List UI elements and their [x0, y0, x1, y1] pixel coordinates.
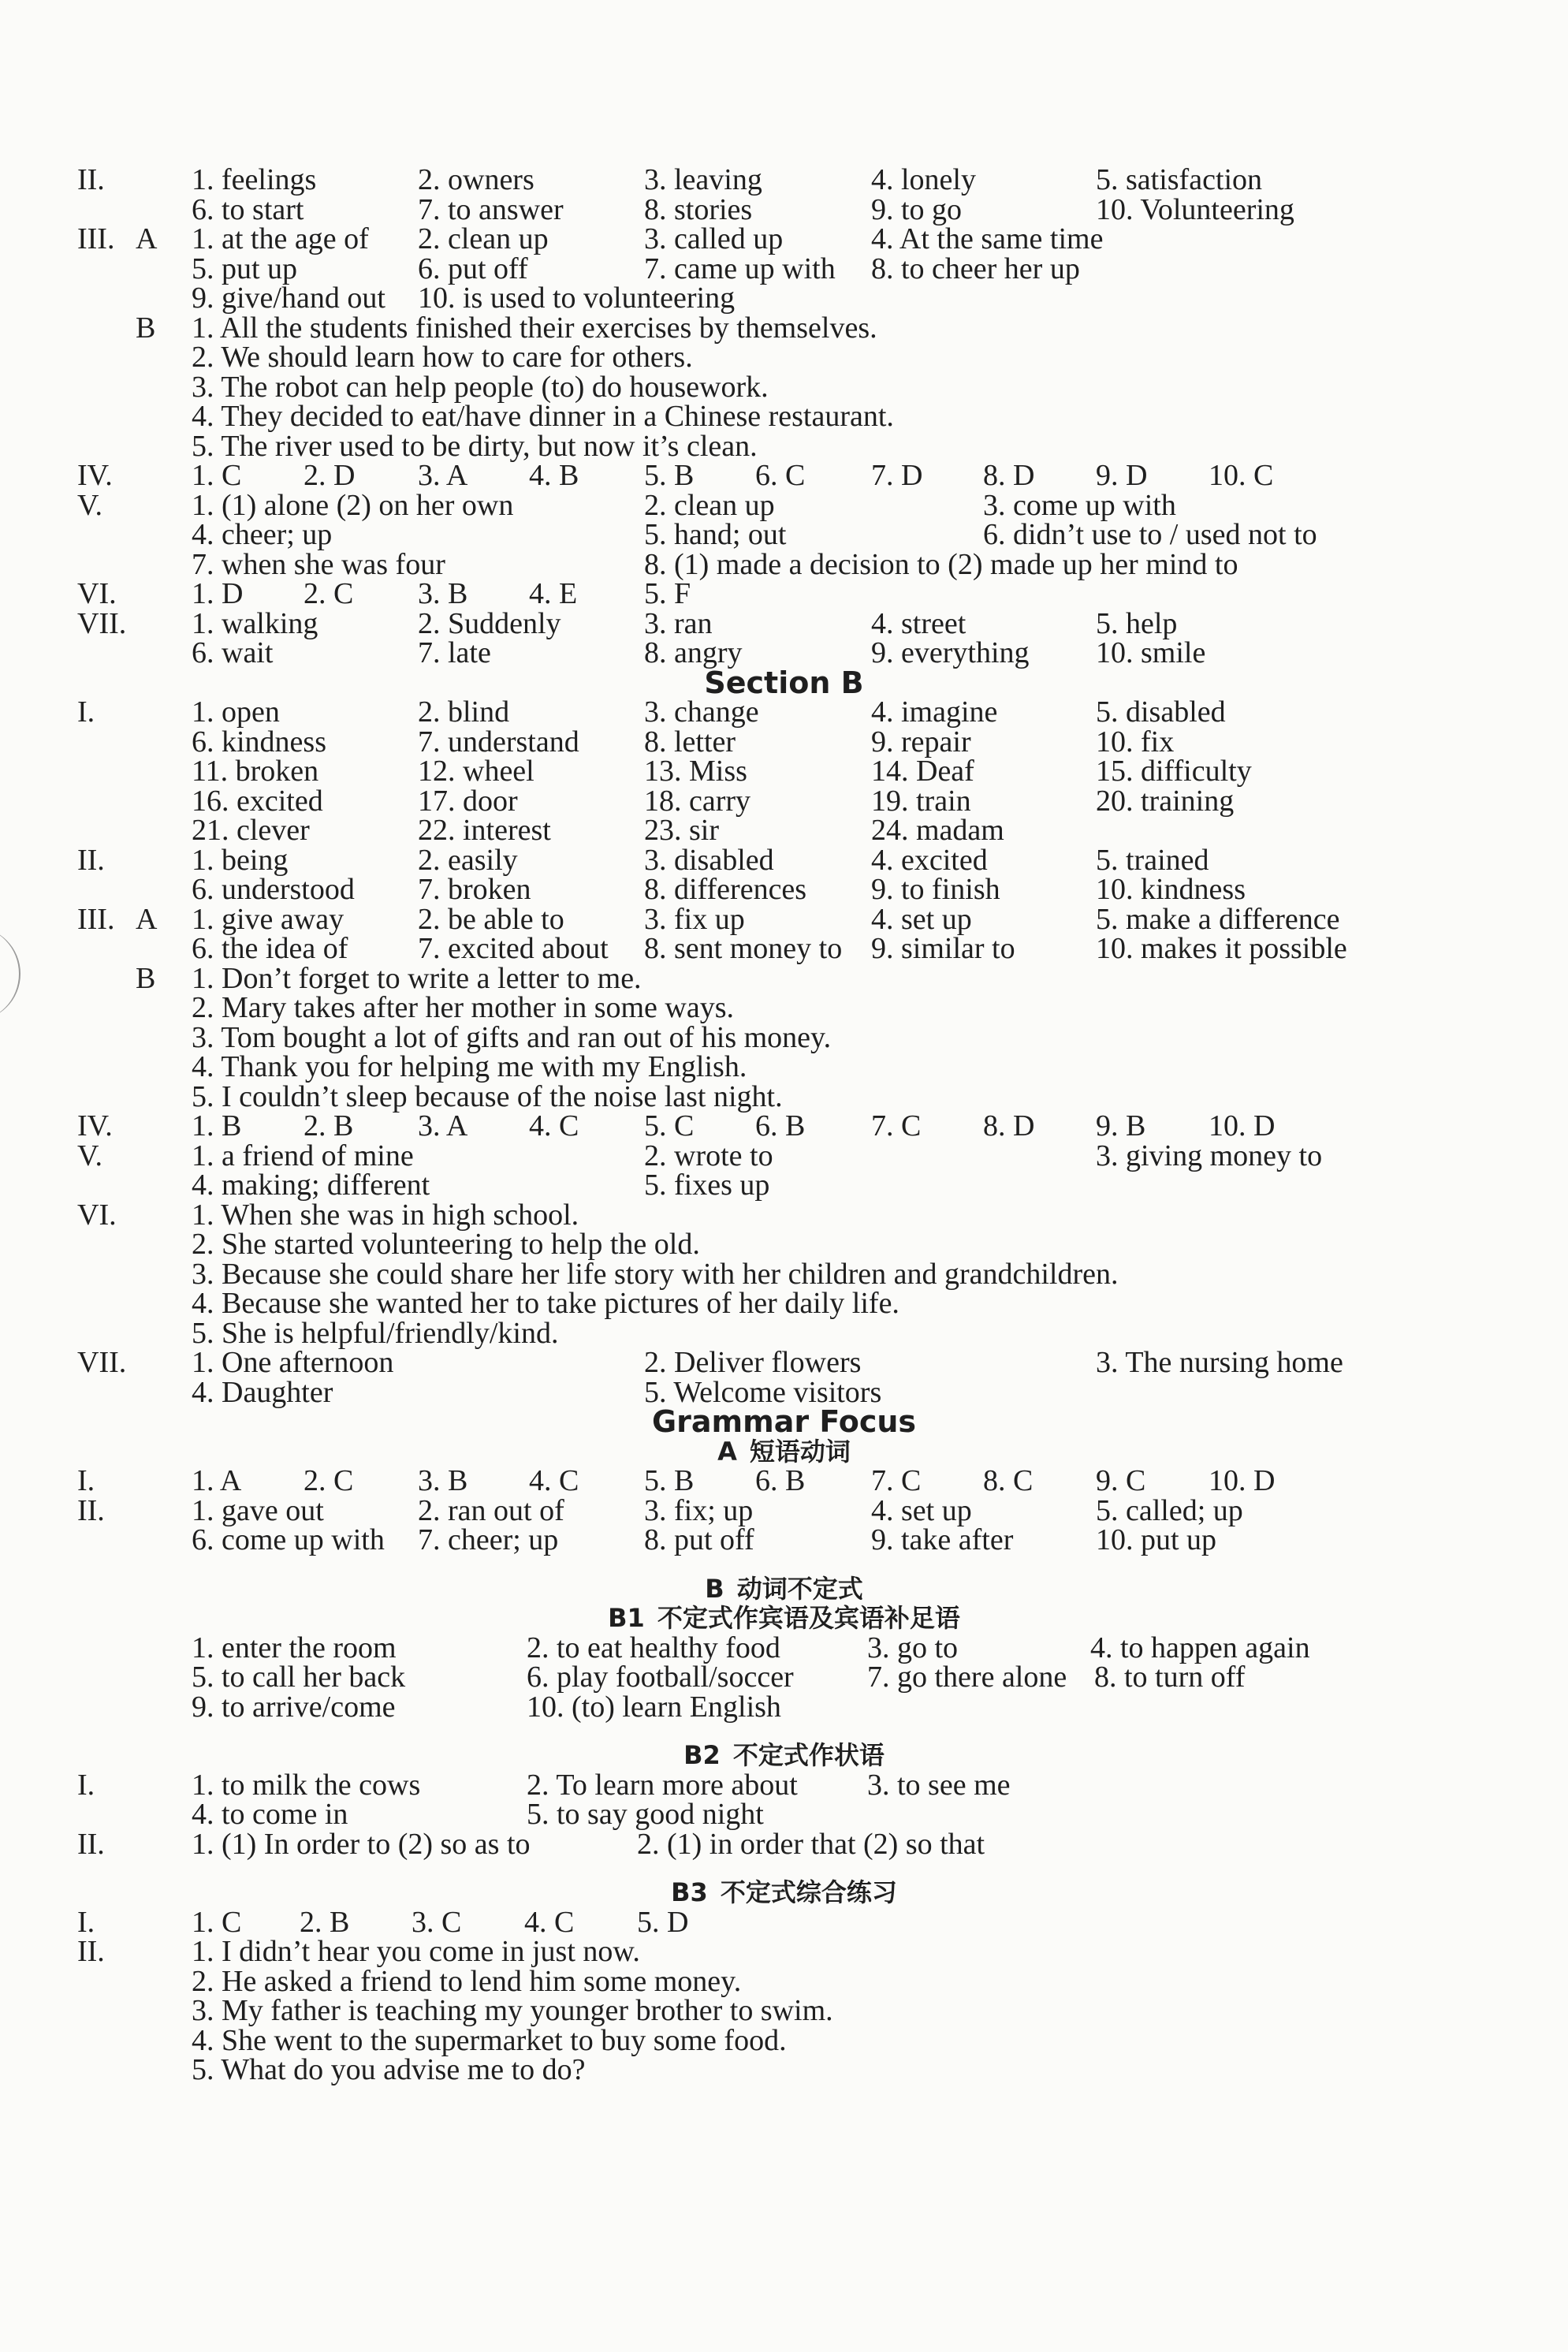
answer-item: 3. disabled	[644, 843, 774, 877]
answer-item: 4. Because she wanted her to take pictures of her daily life.	[192, 1287, 899, 1320]
answer-item: 8. differences	[644, 873, 807, 906]
answer-item: 10. (to) learn English	[527, 1690, 781, 1724]
answer-row	[0, 1631, 1568, 1664]
answer-key-content	[0, 163, 1568, 2086]
answer-item: 5. hand; out	[644, 518, 787, 551]
answer-item: 6. didn’t use to / used not to	[983, 518, 1317, 551]
answer-item: 1. open	[192, 695, 280, 729]
answer-row	[0, 222, 1568, 255]
answer-item: 13. Miss	[644, 755, 747, 788]
answer-item: 1. gave out	[192, 1493, 324, 1527]
answer-row	[0, 343, 1568, 373]
answer-row	[0, 1768, 1568, 1802]
answer-row	[0, 1257, 1568, 1291]
answer-row	[0, 961, 1568, 995]
section-heading	[0, 1604, 1568, 1634]
answer-item: 3. My father is teaching my younger brother to swim.	[192, 1994, 833, 2027]
section-heading-label: B2	[683, 1740, 721, 1770]
answer-item: 1. being	[192, 843, 289, 877]
answer-row	[0, 1937, 1568, 1967]
answer-item: 1. D	[192, 577, 244, 610]
answer-item: 10. put up	[1096, 1523, 1217, 1556]
exercise-part-label: A	[136, 902, 158, 936]
answer-item: 7. understand	[418, 725, 579, 759]
answer-item: 9. take after	[871, 1523, 1014, 1556]
answer-item: 4. to come in	[192, 1798, 348, 1831]
answer-item: 2. B	[304, 1109, 354, 1142]
exercise-number: VI.	[77, 577, 117, 610]
answer-row	[0, 784, 1568, 818]
answer-item: 2. easily	[418, 843, 518, 877]
answer-item: 19. train	[871, 784, 971, 818]
answer-item: 3. A	[418, 459, 468, 492]
answer-row	[0, 1800, 1568, 1830]
answer-item: 5. The river used to be dirty, but now it’s clean.	[192, 429, 758, 463]
exercise-number: I.	[77, 1905, 95, 1939]
answer-item: 5. called; up	[1096, 1493, 1243, 1527]
answer-item: 5. What do you advise me to do?	[192, 2053, 586, 2086]
answer-item: 2. wrote to	[644, 1139, 773, 1172]
answer-item: 8. (1) made a decision to (2) made up her mind to	[644, 547, 1238, 581]
answer-item: 3. B	[418, 577, 468, 610]
answer-row	[0, 1198, 1568, 1232]
answer-item: 4. to happen again	[1090, 1631, 1310, 1664]
answer-row	[0, 1827, 1568, 1861]
answer-item: 1. a friend of mine	[192, 1139, 414, 1172]
answer-item: 2. Deliver flowers	[644, 1346, 862, 1379]
answer-row	[0, 816, 1568, 846]
section-heading-text: 不定式作宾语及宾语补足语	[657, 1603, 960, 1633]
answer-row	[0, 1020, 1568, 1054]
answer-item: 16. excited	[192, 784, 323, 818]
answer-item: 9. similar to	[871, 932, 1015, 965]
answer-item: 1. (1) alone (2) on her own	[192, 488, 514, 522]
answer-item: 10. fix	[1096, 725, 1175, 759]
answer-item: 4. B	[529, 459, 579, 492]
answer-item: 7. C	[871, 1464, 922, 1497]
answer-row	[0, 429, 1568, 463]
answer-item: 10. is used to volunteering	[418, 281, 736, 315]
answer-item: 4. making; different	[192, 1169, 430, 1202]
answer-row	[0, 1050, 1568, 1083]
answer-item: 3. The robot can help people (to) do housework.	[192, 370, 769, 404]
exercise-number: V.	[77, 1139, 103, 1172]
section-heading-label: B1	[608, 1603, 645, 1633]
answer-item: 8. to turn off	[1094, 1661, 1246, 1694]
answer-row	[0, 1690, 1568, 1724]
answer-item: 7. came up with	[644, 252, 836, 285]
exercise-part-label: B	[136, 311, 156, 345]
exercise-number: VII.	[77, 606, 127, 640]
answer-item: 1. C	[192, 1905, 242, 1939]
answer-item: 5. fixes up	[644, 1169, 770, 1202]
answer-item: 2. Suddenly	[418, 606, 561, 640]
answer-row	[0, 695, 1568, 729]
answer-item: 4. Daughter	[192, 1375, 333, 1409]
answer-item: 7. late	[418, 636, 491, 669]
answer-item: 5. to say good night	[527, 1798, 764, 1831]
answer-item: 5. F	[644, 577, 691, 610]
answer-row	[0, 1289, 1568, 1319]
answer-item: 6. kindness	[192, 725, 326, 759]
answer-item: 3. B	[418, 1464, 468, 1497]
answer-item: 9. C	[1096, 1464, 1146, 1497]
answer-item: 4. lonely	[871, 163, 976, 196]
answer-item: 3. Because she could share her life story with her children and grandchildren.	[192, 1257, 1119, 1291]
answer-item: 4. C	[524, 1905, 575, 1939]
answer-item: 4. cheer; up	[192, 518, 333, 551]
answer-item: 10. C	[1209, 459, 1274, 492]
section-spacer	[0, 1859, 1568, 1878]
answer-row	[0, 757, 1568, 787]
answer-item: 5. B	[644, 459, 695, 492]
answer-item: 1. One afternoon	[192, 1346, 394, 1379]
answer-item: 7. when she was four	[192, 547, 445, 581]
answer-row	[0, 725, 1568, 759]
answer-item: 7. C	[871, 1109, 922, 1142]
answer-row	[0, 370, 1568, 404]
answer-item: 10. smile	[1096, 636, 1206, 669]
answer-row	[0, 1663, 1568, 1693]
answer-item: 4. She went to the supermarket to buy some food.	[192, 2023, 787, 2057]
answer-item: 5. She is helpful/friendly/kind.	[192, 1316, 559, 1350]
answer-item: 1. All the students finished their exercises by themselves.	[192, 311, 877, 345]
answer-item: 10. makes it possible	[1096, 932, 1347, 965]
answer-item: 9. give/hand out	[192, 281, 385, 315]
answer-item: 1. enter the room	[192, 1631, 397, 1664]
answer-item: 2. C	[304, 577, 354, 610]
answer-item: 3. to see me	[867, 1768, 1011, 1802]
answer-row	[0, 1316, 1568, 1350]
section-heading-label: A	[717, 1436, 737, 1467]
answer-item: 20. training	[1096, 784, 1235, 818]
exercise-number: III.	[77, 222, 115, 255]
section-heading	[0, 665, 1568, 700]
answer-item: 8. letter	[644, 725, 736, 759]
answer-item: 4. excited	[871, 843, 988, 877]
answer-item: 14. Deaf	[871, 755, 974, 788]
answer-item: 4. They decided to eat/have dinner in a Chinese restaurant.	[192, 400, 894, 433]
answer-item: 2. C	[304, 1464, 354, 1497]
section-heading-text: 不定式综合练习	[720, 1877, 897, 1907]
answer-item: 15. difficulty	[1096, 755, 1252, 788]
answer-item: 2. clean up	[644, 488, 775, 522]
answer-item: 9. B	[1096, 1109, 1146, 1142]
answer-item: 1. feelings	[192, 163, 317, 196]
exercise-part-label: A	[136, 222, 158, 255]
answer-item: 21. clever	[192, 814, 310, 847]
answer-item: 5. I couldn’t sleep because of the noise last night.	[192, 1079, 783, 1113]
answer-item: 7. D	[871, 459, 923, 492]
answer-item: 2. blind	[418, 695, 510, 729]
answer-item: 3. fix; up	[644, 1493, 754, 1527]
answer-item: 2. to eat healthy food	[527, 1631, 780, 1664]
answer-item: 6. understood	[192, 873, 355, 906]
answer-item: 6. C	[755, 459, 806, 492]
answer-item: 5. to call her back	[192, 1661, 406, 1694]
answer-row	[0, 1171, 1568, 1201]
answer-item: 2. be able to	[418, 902, 564, 936]
answer-row	[0, 488, 1568, 522]
answer-item: 17. door	[418, 784, 518, 818]
answer-item: 5. B	[644, 1464, 695, 1497]
answer-item: 4. At the same time	[871, 222, 1104, 255]
answer-row	[0, 993, 1568, 1023]
answer-item: 4. imagine	[871, 695, 998, 729]
answer-item: 9. repair	[871, 725, 971, 759]
exercise-number: II.	[77, 1493, 105, 1527]
answer-item: 11. broken	[192, 755, 319, 788]
answer-item: 3. leaving	[644, 163, 762, 196]
section-heading	[0, 1437, 1568, 1467]
answer-row	[0, 934, 1568, 964]
answer-item: 1. walking	[192, 606, 318, 640]
answer-item: 9. D	[1096, 459, 1148, 492]
section-heading	[0, 1404, 1568, 1439]
answer-item: 1. give away	[192, 902, 345, 936]
section-heading	[0, 1878, 1568, 1908]
answer-item: 8. C	[983, 1464, 1034, 1497]
answer-item: 1. Don’t forget to write a letter to me.	[192, 961, 642, 995]
answer-row	[0, 1375, 1568, 1409]
answer-item: 4. set up	[871, 902, 972, 936]
answer-item: 1. A	[192, 1464, 242, 1497]
answer-row	[0, 252, 1568, 285]
answer-item: 1. I didn’t hear you come in just now.	[192, 1935, 640, 1968]
answer-item: 6. come up with	[192, 1523, 385, 1556]
answer-item: 8. D	[983, 1109, 1035, 1142]
answer-row	[0, 577, 1568, 610]
answer-item: 5. trained	[1096, 843, 1209, 877]
answer-item: 1. When she was in high school.	[192, 1198, 579, 1232]
exercise-number: IV.	[77, 459, 113, 492]
answer-item: 3. come up with	[983, 488, 1176, 522]
answer-row	[0, 402, 1568, 432]
answer-item: 6. to start	[192, 192, 304, 226]
answer-item: 23. sir	[644, 814, 719, 847]
section-heading-label: B3	[671, 1877, 708, 1907]
answer-item: 22. interest	[418, 814, 551, 847]
answer-item: 4. set up	[871, 1493, 972, 1527]
answer-row	[0, 843, 1568, 877]
answer-row	[0, 163, 1568, 196]
answer-row	[0, 1230, 1568, 1260]
section-heading	[0, 1741, 1568, 1771]
answer-row	[0, 192, 1568, 226]
exercise-number: V.	[77, 488, 103, 522]
answer-item: 3. The nursing home	[1096, 1346, 1343, 1379]
answer-item: 3. C	[412, 1905, 462, 1939]
answer-item: 3. called up	[644, 222, 784, 255]
answer-item: 2. B	[300, 1905, 350, 1939]
answer-item: 8. put off	[644, 1523, 754, 1556]
answer-item: 4. C	[529, 1109, 579, 1142]
exercise-number: II.	[77, 1827, 105, 1861]
answer-item: 6. wait	[192, 636, 274, 669]
answer-item: 2. D	[304, 459, 356, 492]
exercise-number: I.	[77, 695, 95, 729]
answer-item: 1. B	[192, 1109, 242, 1142]
answer-item: 2. (1) in order that (2) so that	[637, 1827, 985, 1861]
answer-item: 6. put off	[418, 252, 528, 285]
answer-item: 7. cheer; up	[418, 1523, 559, 1556]
exercise-number: III.	[77, 902, 115, 936]
answer-item: 10. kindness	[1096, 873, 1246, 906]
answer-row	[0, 461, 1568, 491]
answer-item: 2. To learn more about	[527, 1768, 798, 1802]
answer-item: 2. ran out of	[418, 1493, 564, 1527]
exercise-number: I.	[77, 1464, 95, 1497]
answer-item: 5. put up	[192, 252, 298, 285]
answer-item: 1. (1) In order to (2) so as to	[192, 1827, 531, 1861]
answer-item: 3. change	[644, 695, 759, 729]
answer-row	[0, 1964, 1568, 1998]
section-heading-text: 动词不定式	[736, 1573, 863, 1604]
answer-item: 9. to finish	[871, 873, 1000, 906]
answer-item: 2. clean up	[418, 222, 549, 255]
answer-row	[0, 281, 1568, 315]
exercise-number: I.	[77, 1768, 95, 1802]
answer-item: 2. We should learn how to care for others.	[192, 341, 693, 374]
answer-row	[0, 1464, 1568, 1497]
answer-item: 7. broken	[418, 873, 531, 906]
answer-item: 8. to cheer her up	[871, 252, 1080, 285]
answer-item: 2. He asked a friend to lend him some money.	[192, 1964, 742, 1998]
answer-item: 5. Welcome visitors	[644, 1375, 882, 1409]
answer-row	[0, 311, 1568, 345]
answer-item: 6. B	[755, 1464, 806, 1497]
answer-item: 4. E	[529, 577, 578, 610]
section-heading-text: Grammar Focus	[651, 1404, 917, 1439]
answer-item: 4. Thank you for helping me with my English.	[192, 1050, 747, 1083]
answer-item: 1. to milk the cows	[192, 1768, 421, 1802]
answer-item: 10. D	[1209, 1109, 1276, 1142]
exercise-number: II.	[77, 843, 105, 877]
answer-row	[0, 547, 1568, 581]
answer-row	[0, 520, 1568, 550]
answer-item: 5. satisfaction	[1096, 163, 1263, 196]
section-heading-label: B	[705, 1573, 724, 1604]
answer-row	[0, 2023, 1568, 2057]
answer-item: 3. giving money to	[1096, 1139, 1323, 1172]
answer-item: 7. to answer	[418, 192, 564, 226]
answer-item: 6. play football/soccer	[527, 1661, 794, 1694]
answer-item: 6. B	[755, 1109, 806, 1142]
answer-item: 3. fix up	[644, 902, 745, 936]
answer-item: 1. C	[192, 459, 242, 492]
answer-item: 5. make a difference	[1096, 902, 1340, 936]
answer-item: 12. wheel	[418, 755, 534, 788]
answer-item: 3. Tom bought a lot of gifts and ran out of his money.	[192, 1020, 832, 1054]
answer-row	[0, 1996, 1568, 2026]
section-heading	[0, 1575, 1568, 1605]
answer-item: 8. stories	[644, 192, 753, 226]
answer-item: 5. help	[1096, 606, 1178, 640]
answer-row	[0, 2053, 1568, 2086]
answer-item: 8. sent money to	[644, 932, 843, 965]
answer-item: 7. go there alone	[867, 1661, 1067, 1694]
answer-row	[0, 606, 1568, 640]
answer-row	[0, 1905, 1568, 1939]
answer-row	[0, 875, 1568, 905]
answer-item: 8. angry	[644, 636, 743, 669]
answer-item: 18. carry	[644, 784, 751, 818]
answer-item: 9. to arrive/come	[192, 1690, 396, 1724]
answer-item: 10. D	[1209, 1464, 1276, 1497]
answer-item: 9. everything	[871, 636, 1030, 669]
exercise-number: VII.	[77, 1346, 127, 1379]
answer-item: 1. at the age of	[192, 222, 369, 255]
answer-row	[0, 1109, 1568, 1142]
section-spacer	[0, 1722, 1568, 1741]
answer-item: 5. D	[637, 1905, 689, 1939]
answer-item: 5. C	[644, 1109, 695, 1142]
exercise-number: II.	[77, 163, 105, 196]
answer-row	[0, 1139, 1568, 1172]
answer-item: 5. disabled	[1096, 695, 1226, 729]
exercise-part-label: B	[136, 961, 156, 995]
answer-item: 9. to go	[871, 192, 963, 226]
answer-item: 3. ran	[644, 606, 713, 640]
exercise-number: II.	[77, 1935, 105, 1968]
section-heading-text: 短语动词	[749, 1436, 851, 1467]
section-heading-text: 不定式作状语	[732, 1740, 885, 1770]
answer-item: 3. A	[418, 1109, 468, 1142]
section-spacer	[0, 1556, 1568, 1575]
answer-item: 3. go to	[867, 1631, 959, 1664]
answer-row	[0, 1523, 1568, 1556]
answer-item: 10. Volunteering	[1096, 192, 1294, 226]
answer-item: 7. excited about	[418, 932, 609, 965]
exercise-number: VI.	[77, 1198, 117, 1232]
answer-row	[0, 902, 1568, 936]
answer-item: 4. C	[529, 1464, 579, 1497]
exercise-number: IV.	[77, 1109, 113, 1142]
answer-item: 24. madam	[871, 814, 1004, 847]
answer-row	[0, 636, 1568, 669]
answer-row	[0, 1079, 1568, 1113]
answer-row	[0, 1493, 1568, 1527]
answer-item: 2. Mary takes after her mother in some ways.	[192, 991, 735, 1024]
section-heading-text: Section B	[704, 665, 864, 700]
answer-item: 2. She started volunteering to help the old.	[192, 1228, 700, 1261]
answer-row	[0, 1348, 1568, 1378]
answer-item: 8. D	[983, 459, 1035, 492]
answer-item: 6. the idea of	[192, 932, 348, 965]
answer-item: 4. street	[871, 606, 966, 640]
answer-item: 2. owners	[418, 163, 534, 196]
